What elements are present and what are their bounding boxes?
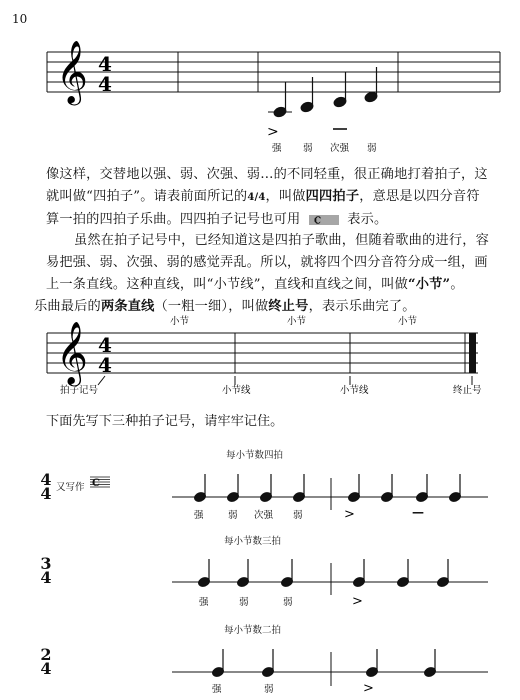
measure-label: 小节: [398, 316, 418, 327]
notation-label: —: [412, 505, 424, 519]
example-title: 每小节数四拍: [226, 450, 284, 461]
beat-label: 弱: [367, 143, 377, 154]
notation-label: 强: [199, 597, 209, 608]
example-time-signature: 2 4: [40, 645, 52, 678]
alt-notation-label: 又写作: [56, 482, 85, 493]
example-time-signature: 3 4: [40, 554, 52, 587]
time-sig-bottom: 4: [98, 353, 112, 377]
staff-line: [197, 559, 449, 588]
measure-label: 小节: [170, 316, 190, 327]
notation-label: 弱: [283, 597, 293, 608]
staff-line: [98, 376, 105, 385]
text-line: 易把强、弱、次强、弱的感觉弄乱。所以，就将四个四分音符分成一组，画: [46, 255, 488, 270]
time-sig-top: 4: [98, 333, 112, 357]
staff-line: [47, 52, 500, 112]
rhythm-line-three: [0, 545, 520, 615]
beat-label: 强: [272, 143, 282, 154]
page-number: 10: [12, 12, 28, 26]
example-title: 每小节数三拍: [224, 536, 282, 547]
final-bar-thick: [469, 333, 476, 373]
paragraph-four-beat: [46, 164, 506, 231]
text-line: 乐曲最后的两条直线（一粗一细），叫做终止号，表示乐曲完了。: [34, 299, 416, 314]
measure-label: 小节: [287, 316, 307, 327]
time-sig-bottom: 4: [98, 72, 112, 96]
common-time-symbol-icon: [309, 215, 339, 225]
accent-mark: >: [267, 124, 279, 140]
treble-clef-icon: 𝄞: [56, 40, 88, 103]
staff-line: [98, 376, 472, 385]
inline-time-signature: 4/4: [247, 192, 266, 203]
instruction-text: 下面先写下三种拍子记号，请牢牢记住。: [46, 414, 284, 429]
notation-label: >: [344, 507, 355, 522]
beat-label: 次强: [330, 143, 350, 154]
staff-diagram-measures: [0, 300, 520, 400]
bottom-label: 终止号: [453, 385, 482, 396]
notation-label: 弱: [239, 597, 249, 608]
notation-label: >: [363, 681, 374, 696]
notation-label: 弱: [228, 510, 238, 521]
notation-label: 弱: [293, 510, 303, 521]
bottom-label: 小节线: [340, 385, 369, 396]
text-line: 算一拍的四拍子乐曲。四四拍子记号也可用 C 表示。: [46, 212, 388, 227]
notation-label: C: [313, 216, 322, 226]
text-line: 虽然在拍子记号中，已经知道这是四拍子歌曲，但随着歌曲的进行，容: [74, 233, 490, 248]
staff-line: [211, 649, 436, 678]
staff-line: [172, 478, 488, 510]
notation-label: 次强: [254, 510, 274, 521]
notation-label: 强: [194, 510, 204, 521]
text-line: 像这样，交替地以强、弱、次强、弱…的不同轻重，很正确地打着拍子，这: [46, 167, 488, 182]
staff-line: [273, 67, 378, 129]
notation-label: C: [92, 478, 100, 489]
notation-label: >: [352, 594, 363, 609]
rhythm-line-four: [0, 460, 520, 530]
beat-label: 弱: [303, 143, 313, 154]
example-title: 每小节数二拍: [224, 625, 282, 636]
notation-label: 弱: [264, 684, 274, 695]
rhythm-line-two: [0, 636, 520, 700]
time-sig-top: 4: [98, 52, 112, 76]
treble-clef-icon: 𝄞: [56, 321, 88, 384]
text-line: 就叫做“四拍子”。请表前面所记的4/4，叫做四四拍子，意思是以四分音符: [46, 189, 480, 204]
bottom-label: 拍子记号: [60, 385, 99, 396]
notation-label: 强: [212, 684, 222, 695]
staff-diagram-strengths: [0, 0, 520, 160]
text-line: 上一条直线。这种直线，叫“小节线”，直线和直线之间，叫做“小节”。: [46, 277, 464, 292]
bottom-label: 小节线: [222, 385, 251, 396]
example-time-signature: 4 4: [40, 470, 52, 503]
staff-line: [193, 474, 461, 503]
